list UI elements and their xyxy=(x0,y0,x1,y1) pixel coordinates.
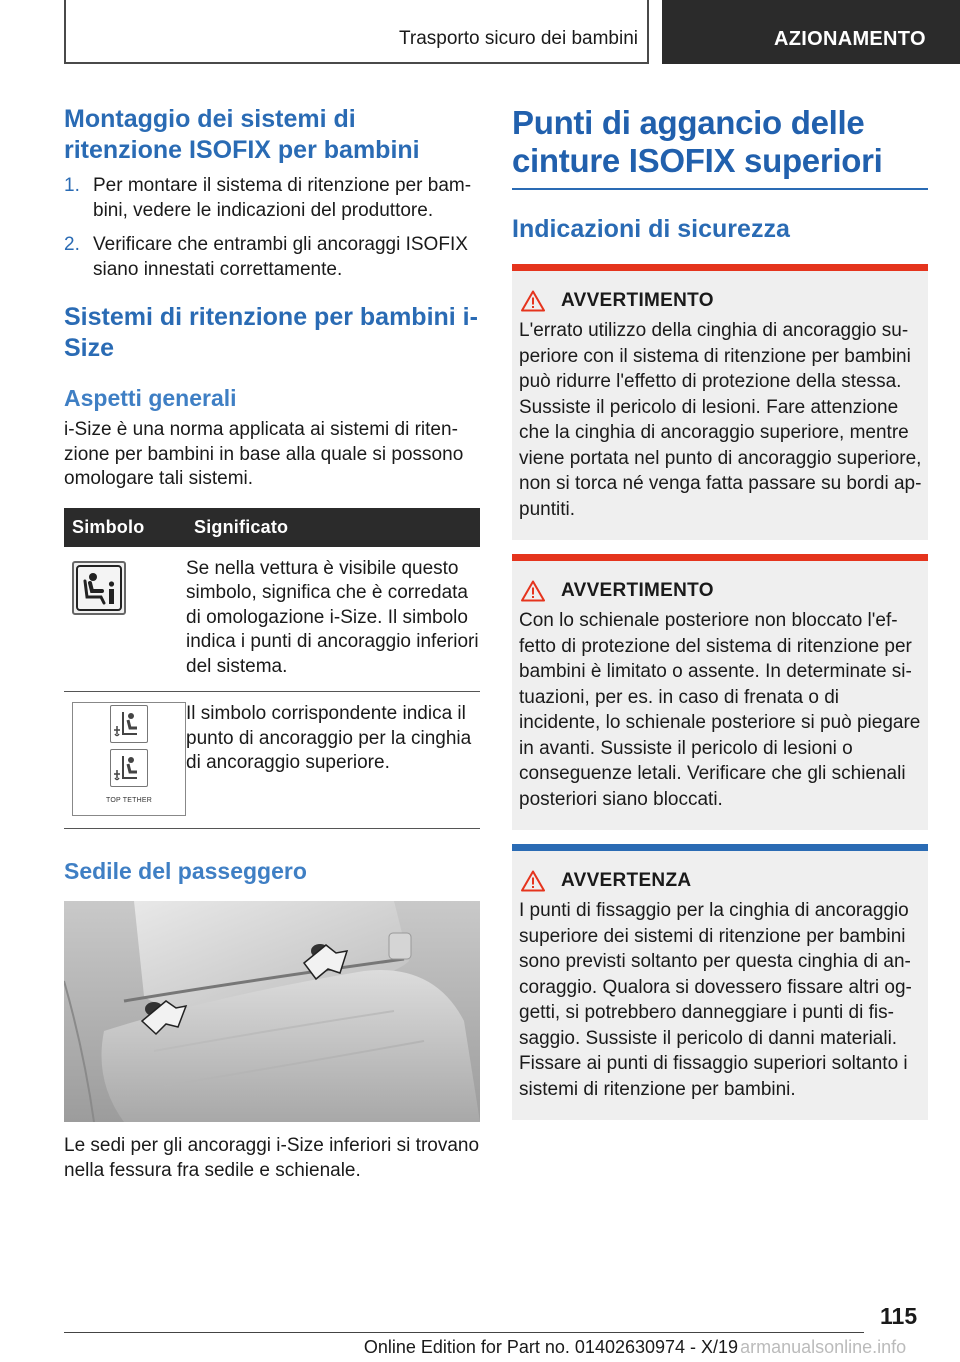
warning-triangle-icon xyxy=(521,870,545,892)
header-divider-right xyxy=(647,0,649,64)
meaning-cell: Se nella vettura è visibile questo simbolo, significa che è corredata di omologazione i-Size. Il simbolo indica i punti di ancoraggio inferiori del sistema. xyxy=(186,547,480,692)
meaning-cell: Il simbolo corrispondente indica il punto di ancoraggio per la cinghia di ancoraggio superiore. xyxy=(186,692,480,829)
general-text: i-Size è una norma applicata ai sistemi di ritenzione per bambini in base alla quale si possono omologare tali sistemi. xyxy=(64,419,464,489)
footer-edition-text: Online Edition for Part no. 01402630974 - X/19 xyxy=(363,1337,739,1357)
page-number: 115 xyxy=(880,1303,918,1329)
notice-level: AVVERTENZA xyxy=(561,870,692,891)
photo-caption: Le sedi per gli ancoraggi i-Size inferiori si trovano nella fessura fra sedile e schienale. xyxy=(64,1135,480,1181)
isize-heading: Sistemi di ritenzione per bambini i-Size xyxy=(64,303,478,362)
header-divider-bottom xyxy=(64,62,648,64)
tether-icon-group xyxy=(106,749,152,814)
footer-edition xyxy=(0,1337,960,1358)
warning-color-bar xyxy=(512,264,928,271)
symbol-cell xyxy=(64,692,186,829)
warning-level: AVVERTIMENTO xyxy=(561,290,714,311)
tether-seat-icon xyxy=(110,749,148,787)
table-row xyxy=(64,547,480,692)
footer-rule xyxy=(64,1332,864,1333)
header-divider-left xyxy=(64,0,66,64)
symbol-cell xyxy=(64,547,186,692)
tether-icon-caption: TOP TETHER xyxy=(106,796,152,804)
passenger-heading: Sedile del passeggero xyxy=(64,858,307,884)
header-chapter-tab: AZIONAMENTO xyxy=(662,0,960,64)
tether-seat-icon xyxy=(110,705,148,743)
notice-title xyxy=(519,870,922,892)
step-text: Verificare che entrambi gli ancoraggi ISOFIX siano innestati correttamente. xyxy=(93,234,468,280)
top-tether-icon xyxy=(72,702,186,816)
table-row xyxy=(64,692,480,829)
isize-seat-icon xyxy=(72,561,126,615)
warning-title xyxy=(519,580,922,602)
notice-box xyxy=(512,844,928,1120)
isofix-heading: Montaggio dei sistemi di ritenzione ISOFIX per bambini xyxy=(64,105,420,164)
seat-anchor-photo xyxy=(64,901,480,1122)
warning-box xyxy=(512,554,928,830)
title-rule xyxy=(512,188,928,190)
isofix-steps xyxy=(64,174,480,282)
safety-heading: Indicazioni di sicurezza xyxy=(512,215,790,243)
warning-text: L'errato utilizzo della cinghia di ancoraggio superiore con il sistema di ritenzione per bambini può ridurre l'effetto di protezione della stessa. Sussiste il pericolo di lesioni. Fare attenzione che la cinghia di ancoraggio superiore, mentre viene portata nel punto di ancoraggio superiore, non si torca né venga fatta passare su bordi appuntiti. xyxy=(519,320,922,520)
page-title: Punti di aggancio delle cinture ISOFIX superiori xyxy=(512,104,883,179)
watermark: armanualsonline.info xyxy=(740,1337,907,1357)
warning-box xyxy=(512,264,928,540)
step-item xyxy=(64,174,480,223)
symbol-table xyxy=(64,508,480,830)
step-text: Per montare il sistema di ritenzione per bambini, vedere le indicazioni del produttore. xyxy=(93,175,472,221)
table-header-symbol: Simbolo xyxy=(64,508,186,547)
notice-text: I punti di fissaggio per la cinghia di ancoraggio superiore dei sistemi di ritenzione per bambini sono previsti soltanto per questa cinghia di ancoraggio. Qualora si dovessero fissare altri oggetti, si potrebbero danneggiare i punti di fissaggio. Sussiste il pericolo di danni materiali. Fissare ai punti di fissaggio superiori soltanto i sistemi di ritenzione per bambini. xyxy=(519,900,912,1100)
general-heading: Aspetti generali xyxy=(64,385,237,411)
header-section-title: Trasporto sicuro dei bambini xyxy=(398,28,638,49)
step-item xyxy=(64,233,480,282)
left-column xyxy=(64,104,480,1183)
warning-triangle-icon xyxy=(521,290,545,312)
right-column xyxy=(512,104,928,1120)
warning-level: AVVERTIMENTO xyxy=(561,580,714,601)
step-number: 2. xyxy=(64,234,80,255)
notice-color-bar xyxy=(512,844,928,851)
warning-title xyxy=(519,290,922,312)
warning-color-bar xyxy=(512,554,928,561)
page-header xyxy=(0,0,960,66)
warning-triangle-icon xyxy=(521,580,545,602)
table-header-meaning: Significato xyxy=(186,508,480,547)
warning-text: Con lo schienale posteriore non bloccato l'effetto di protezione del sistema di ritenzione per bambini è limitato o assente. In determinate situazioni, per es. in caso di frenata o di incidente, lo schienale posteriore si può piegare in avanti. Sussiste il pericolo di lesioni o conseguenze letali. Verificare che gli schienali posteriori siano bloccati. xyxy=(519,610,921,810)
step-number: 1. xyxy=(64,175,80,196)
